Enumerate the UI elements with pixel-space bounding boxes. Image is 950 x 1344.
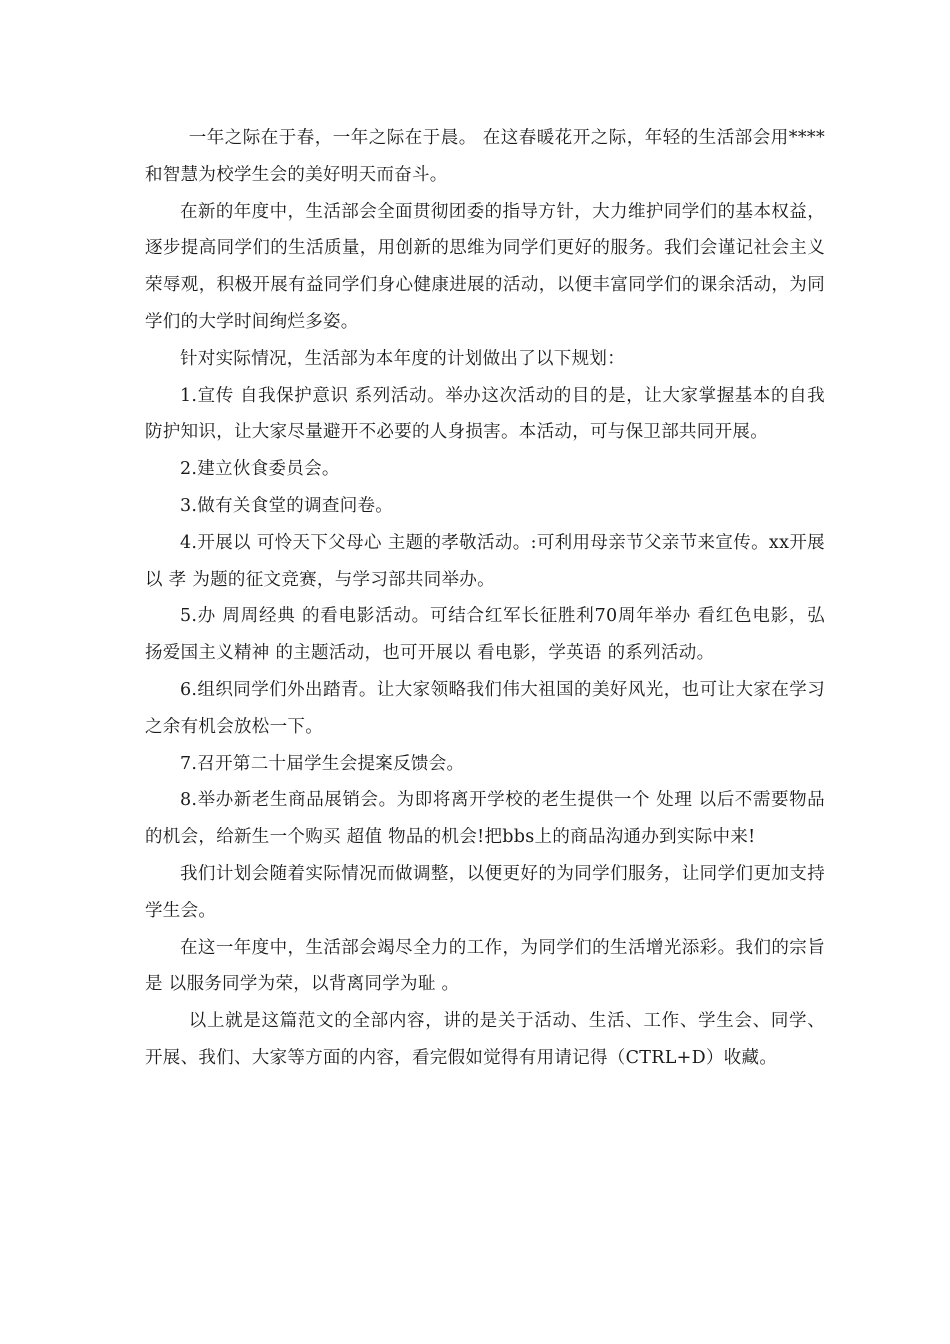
paragraph-intro: 一年之际在于春，一年之际在于晨。 在这春暖花开之际，年轻的生活部会用****和智慧为校学生会的美好明天而奋斗。: [145, 128, 825, 185]
plan-item-4: 4.开展以 可怜天下父母心 主题的孝敬活动。:可利用母亲节父亲节来宣传。xx开展以 孝 为题的征文竞赛，与学习部共同举办。: [145, 532, 825, 590]
paragraph-adjustment: 我们计划会随着实际情况而做调整，以便更好的为同学们服务，让同学们更加支持学生会。: [145, 863, 825, 921]
plan-item-8: 8.举办新老生商品展销会。为即将离开学校的老生提供一个 处理 以后不需要物品的机会，给新生一个购买 超值 物品的机会!把bbs上的商品沟通办到实际中来!: [145, 790, 825, 848]
plan-item-6: 6.组织同学们外出踏青。让大家领略我们伟大祖国的美好风光，也可让大家在学习之余有机会放松一下。: [145, 679, 825, 737]
plan-item-7: 7.召开第二十届学生会提案反馈会。: [180, 753, 465, 774]
document-body: [145, 120, 825, 1077]
paragraph-goals: 在新的年度中，生活部会全面贯彻团委的指导方针，大力维护同学们的基本权益，逐步提高同学们的生活质量，用创新的思维为同学们更好的服务。我们会谨记社会主义荣辱观，积极开展有益同学们身心健康进展的活动，以便丰富同学们的课余活动，为同学们的大学时间绚烂多姿。: [145, 201, 825, 332]
paragraph-closing: 以上就是这篇范文的全部内容，讲的是关于活动、生活、工作、学生会、同学、开展、我们、大家等方面的内容，看完假如觉得有用请记得（CTRL+D）收藏。: [145, 1011, 825, 1068]
plan-item-5: 5.办 周周经典 的看电影活动。可结合红军长征胜利70周年举办 看红色电影，弘扬爱国主义精神 的主题活动，也可开展以 看电影，学英语 的系列活动。: [145, 606, 825, 664]
plan-item-3: 3.做有关食堂的调查问卷。: [180, 495, 394, 516]
paragraph-mission: 在这一年度中，生活部会竭尽全力的工作，为同学们的生活增光添彩。我们的宗旨是 以服务同学为荣，以背离同学为耻 。: [145, 937, 825, 995]
plan-item-2: 2.建立伙食委员会。: [180, 459, 340, 480]
paragraph-plan-intro: 针对实际情况，生活部为本年度的计划做出了以下规划：: [180, 348, 625, 369]
plan-item-1: 1.宣传 自我保护意识 系列活动。举办这次活动的目的是，让大家掌握基本的自我防护知识，让大家尽量避开不必要的人身损害。本活动，可与保卫部共同开展。: [145, 385, 825, 443]
